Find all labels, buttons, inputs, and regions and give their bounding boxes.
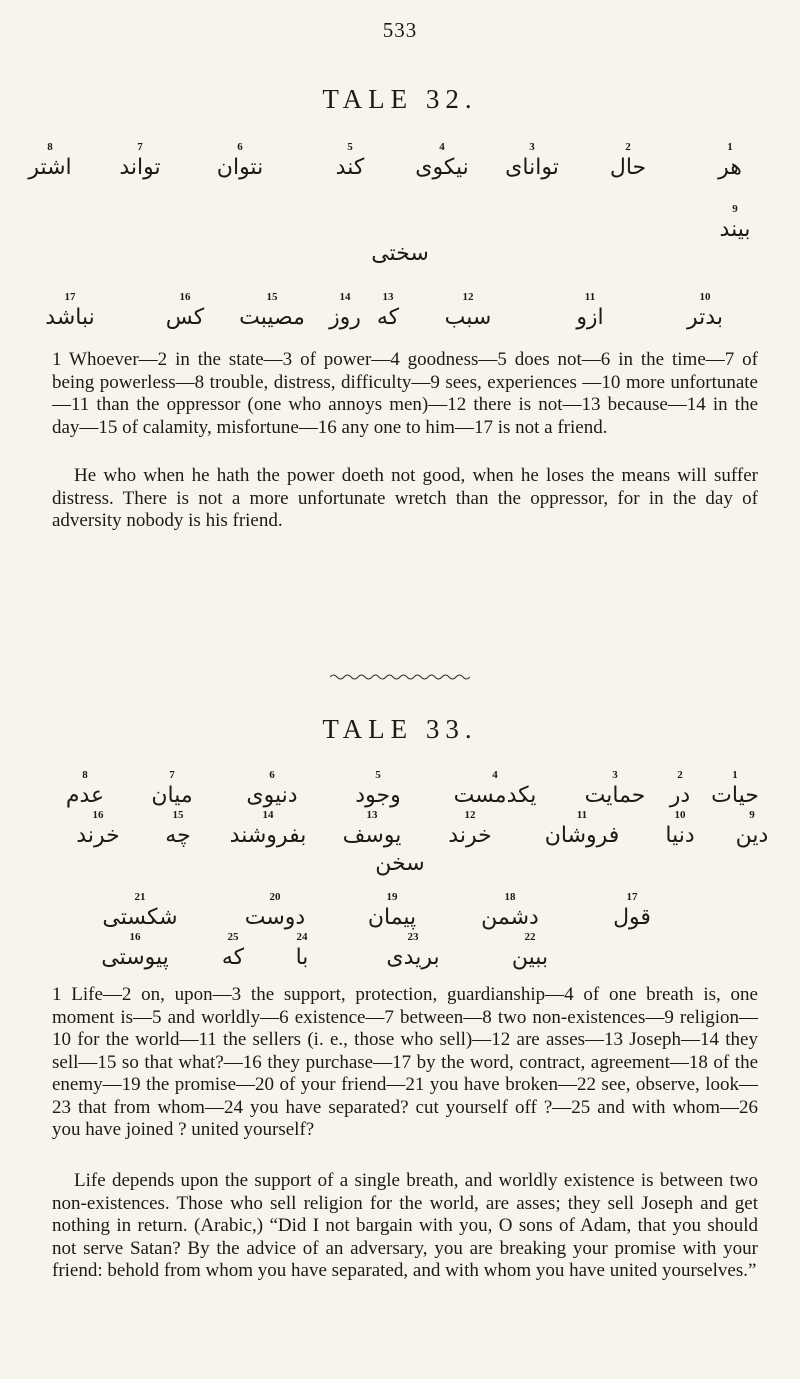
arabic-word: 5 کند (335, 141, 365, 180)
arabic-word: 16 پیوستی (101, 931, 169, 970)
arabic-word: 8 اشتر (28, 141, 72, 180)
translation-paragraph: He who when he hath the power doeth not good, when he loses the means will suffer distress. There is not a more unfortunate wretch than the oppressor, for in the day of adversity nobody is his friend. (52, 465, 758, 531)
arabic-word: 4 یکدمست (453, 769, 537, 808)
arabic-word: 10 دنیا (665, 809, 695, 848)
page-number: 533 (382, 18, 418, 42)
arabic-word: 4 نیکوی (415, 141, 469, 180)
arabic-word: 16 خرند (76, 809, 120, 848)
arabic-word: 14 روز (329, 291, 361, 330)
arabic-word: 18 دشمن (481, 891, 539, 930)
arabic-word: سختی (371, 241, 429, 266)
arabic-word: 3 حمایت (584, 769, 646, 808)
arabic-word: 12 سبب (444, 291, 492, 330)
arabic-word: 23 بریدی (386, 931, 440, 970)
arabic-word: 17 قول (613, 891, 651, 930)
arabic-word: 25 که (221, 931, 245, 970)
tale-32-glossary: 1 Whoever—2 in the state—3 of power—4 goodness—5 does not—6 in the time—7 of being powerless—8 trouble, distress, difficulty—9 sees, experiences —10 more unfortunate—11 than the oppressor (one who annoys men)—12 there is not—13 because—14 in the day—15 of calamity, misfortune—16 any one to him—17 is not a friend. (52, 349, 758, 438)
arabic-word: 1 حیات (711, 769, 759, 808)
arabic-word: 11 فروشان (544, 809, 620, 848)
arabic-word: 12 خرند (448, 809, 492, 848)
arabic-word: 9 دین (735, 809, 769, 848)
arabic-word: 24 با (295, 931, 309, 970)
arabic-word: 19 پیمان (367, 891, 417, 930)
tale-33-title: TALE 33. (322, 714, 478, 744)
arabic-word: 13 یوسف (342, 809, 402, 848)
arabic-word: 1 هر (718, 141, 742, 180)
arabic-word: 6 نتوان (216, 141, 264, 180)
arabic-word: 14 بفروشند (229, 809, 307, 848)
arabic-word: 20 دوست (244, 891, 306, 930)
arabic-word: 16 کس (165, 291, 205, 330)
arabic-word: 7 تواند (119, 141, 161, 180)
translation-paragraph: Life depends upon the support of a single breath, and worldly existence is between two non-existences. Those who sell religion for the world, are asses; they sell Joseph and get nothing in return. (Arabic,) “Did I not bargain with you, O sons of Adam, that you should not serve Satan? By the advice of an adversary, you are breaking your promise with your friend: behold from whom you have separated, and with whom you have united yourselves.” (52, 1170, 758, 1281)
tale-32-translation (52, 465, 758, 533)
arabic-word: سخن (375, 851, 425, 876)
arabic-word: 2 در (669, 769, 691, 808)
arabic-word: 3 توانای (505, 141, 559, 180)
arabic-word: 10 بدتر (687, 291, 723, 330)
arabic-word: 9 بیند (719, 203, 751, 242)
arabic-word: 15 چه (165, 809, 191, 848)
arabic-word: 15 مصیبت (239, 291, 305, 330)
arabic-word: 17 نباشد (45, 291, 95, 330)
arabic-word: 11 ازو (576, 291, 604, 330)
tale-33-glossary: 1 Life—2 on, upon—3 the support, protection, guardianship—4 of one breath is, one moment is—5 and worldly—6 existence—7 between—8 two non-existences—9 religion—10 for the world—11 the sellers (i. e., those who sell)—12 are asses—13 Joseph—14 they sell—15 so that what?—16 they purchase—17 by the word, contract, agreement—18 of the enemy—19 the promise—20 of your friend—21 you have broken—22 see, observe, look—23 that from whom—24 you have separated? cut yourself off ?—25 and with whom—26 you have joined ? united yourself? (52, 984, 758, 1140)
arabic-word: 8 عدم (65, 769, 105, 808)
tale-33-translation (52, 1170, 758, 1283)
arabic-word: 2 حال (609, 141, 647, 180)
tale-33-arabic-row-5 (0, 930, 800, 990)
arabic-word: 6 دنیوی (246, 769, 298, 808)
arabic-word: 7 میان (151, 769, 193, 808)
tale-32-title: TALE 32. (322, 84, 478, 114)
tale-32-arabic-row-4 (0, 290, 800, 350)
arabic-word: 13 که (376, 291, 400, 330)
arabic-word: 22 ببین (511, 931, 549, 970)
tale-32-arabic-row-1 (0, 140, 800, 200)
arabic-word: 5 وجود (355, 769, 401, 808)
arabic-word: 21 شکستی (102, 891, 178, 930)
section-divider-ornament (330, 673, 470, 681)
